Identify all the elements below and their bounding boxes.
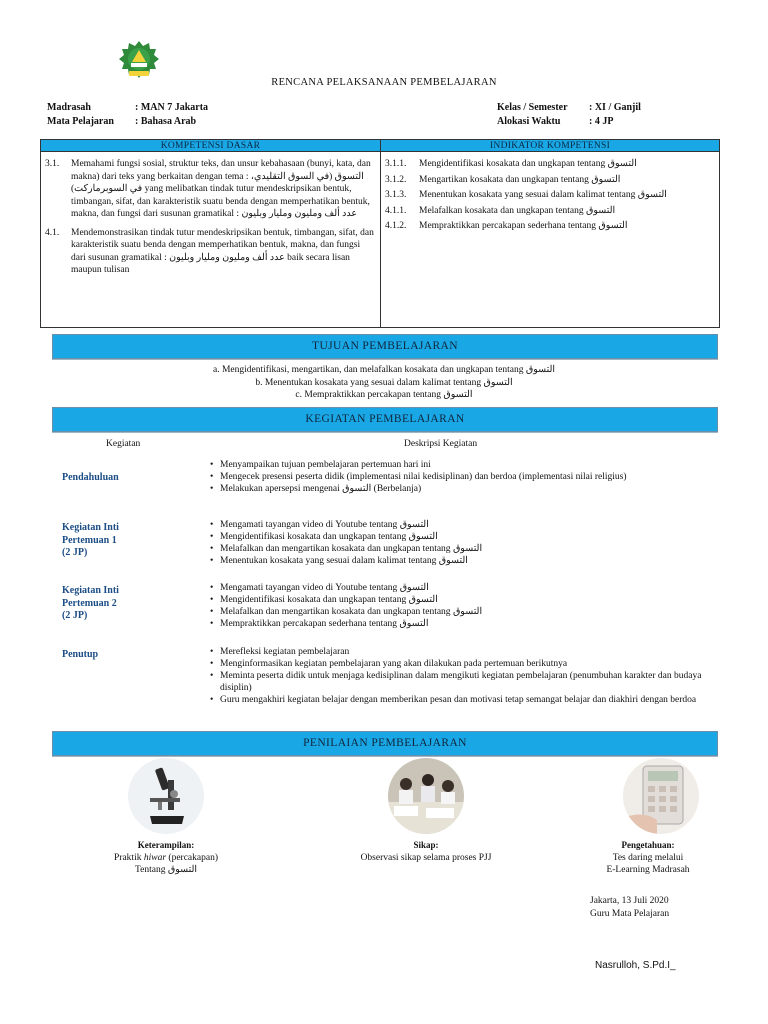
ik-item (385, 220, 715, 233)
ik-header: INDIKATOR KOMPETENSI (381, 140, 720, 152)
signer-role: Guru Mata Pelajaran (590, 909, 670, 919)
activity-item: • Mengamati tayangan video di Youtube tentang التسوق (210, 520, 725, 532)
ik-item (385, 189, 715, 202)
signature-block (590, 895, 669, 921)
keterampilan-label: Keterampilan: (137, 840, 195, 850)
kompetensi-table (40, 139, 720, 328)
microscope-image (128, 758, 204, 834)
activity-item: • Melakukan apersepsi mengenai التسوق (Berbelanja) (210, 484, 725, 496)
alokasi-value: : 4 JP (589, 116, 614, 127)
ik-number: 3.1.3. (385, 190, 407, 200)
info-left (47, 101, 208, 129)
ik-number: 4.1.2. (385, 221, 407, 231)
activity-item: • Mempraktikkan percakapan sederhana tentang التسوق (210, 619, 725, 631)
col-deskripsi: Deskripsi Kegiatan (404, 439, 478, 449)
col-kegiatan: Kegiatan (106, 439, 141, 449)
phase-name: Penutup (62, 649, 99, 660)
activity-item: • Mengecek presensi peserta didik (implementasi nilai kedisiplinan) dan berdoa (implementasi nilai religius) (210, 472, 725, 484)
classroom-image (388, 758, 464, 834)
kd-list (45, 158, 376, 277)
mapel-value: : Bahasa Arab (135, 116, 197, 127)
activity-item: • Guru mengakhiri kegiatan belajar dengan memberikan pesan dan motivasi tetap semangat belajar dan diakhiri dengan berdoa (210, 695, 725, 707)
keterampilan-text-2: Tentang التسوق (135, 865, 197, 875)
ik-list (385, 158, 715, 233)
keterampilan-caption (86, 839, 246, 876)
kelas-value: : XI / Ganjil (589, 102, 641, 113)
phase-name: Kegiatan Inti Pertemuan 2 (2 JP) (62, 585, 119, 621)
activity-item: • Merefleksi kegiatan pembelajaran (210, 647, 725, 659)
pengetahuan-caption (568, 839, 728, 876)
kegiatan-banner: KEGIATAN PEMBELAJARAN (52, 407, 718, 432)
ik-item (385, 205, 715, 218)
activity-item: • Melafalkan dan mengartikan kosakata dan ungkapan tentang التسوق (210, 607, 725, 619)
ik-text: Menentukan kosakata yang sesuai dalam kalimat tentang التسوق (419, 190, 667, 200)
keterampilan-text-italic: hiwar (143, 853, 167, 863)
activity-item: • Menentukan kosakata yang sesuai dalam kalimat tentang التسوق (210, 556, 725, 568)
phase-name: Pendahuluan (62, 472, 119, 483)
calculator-image (623, 758, 699, 834)
madrasah-value: : MAN 7 Jakarta (135, 102, 209, 113)
activity-item: • Mengamati tayangan video di Youtube tentang التسوق (210, 583, 725, 595)
kd-cell (41, 152, 381, 328)
ik-number: 3.1.1. (385, 159, 407, 169)
ik-number: 4.1.1. (385, 205, 407, 216)
sikap-caption (316, 839, 536, 864)
madrasah-label: Madrasah (47, 102, 91, 113)
alokasi-label: Alokasi Waktu (497, 116, 561, 127)
kd-number: 4.1. (45, 227, 60, 238)
activity-item: • Meminta peserta didik untuk menjaga kedisiplinan dalam mengikuti kegiatan pembelajaran (penumbuhan karakter dan budaya disiplin) (210, 671, 725, 694)
ik-text: Mengidentifikasi kosakata dan ungkapan tentang التسوق (419, 159, 637, 169)
phase-name: Kegiatan Inti Pertemuan 1 (2 JP) (62, 522, 119, 558)
kd-item (45, 158, 376, 221)
info-right (497, 101, 641, 129)
place-date: Jakarta, 13 Juli 2020 (590, 896, 669, 906)
pengetahuan-text-1: Tes daring melalui (612, 853, 684, 863)
kd-number: 3.1. (45, 159, 60, 169)
ik-text: Melafalkan kosakata dan ungkapan tentang التسوق (419, 205, 616, 216)
phase-activity-list (210, 520, 725, 568)
ik-text: Mempraktikkan percakapan sederhana tentang التسوق (419, 221, 628, 231)
kd-item (45, 227, 376, 277)
activity-item: • Menginformasikan kegiatan pembelajaran yang akan dilakukan pada pertemuan berikutnya (210, 659, 725, 671)
activity-item: • Melafalkan dan mengartikan kosakata dan ungkapan tentang التسوق (210, 544, 725, 556)
sikap-label: Sikap: (413, 840, 439, 850)
sikap-text: Observasi sikap selama proses PJJ (360, 853, 492, 863)
kd-text: Mendemonstrasikan tindak tutur mendeskripsikan bentuk, timbangan, sifat, dan karakteristik suatu benda dengan memperhatikan bentuk, makna, dan fungsi dari susunan gramatikal : عدد ألف ومليون ومليار وبليون baik secara lisan maupun tulisan (71, 227, 374, 275)
tujuan-list (0, 364, 768, 402)
kelas-label: Kelas / Semester (497, 102, 568, 113)
ik-item (385, 158, 715, 171)
tujuan-item: b. Menentukan kosakata yang sesuai dalam kalimat tentang التسوق (255, 377, 513, 388)
document-title: RENCANA PELAKSANAAN PEMBELAJARAN (271, 77, 497, 88)
activity-item: • Menyampaikan tujuan pembelajaran pertemuan hari ini (210, 460, 725, 472)
tujuan-item: a. Mengidentifikasi, mengartikan, dan melafalkan kosakata dan ungkapan tentang التسوق (212, 365, 556, 375)
mapel-label: Mata Pelajaran (47, 116, 114, 127)
penilaian-banner: PENILAIAN PEMBELAJARAN (52, 731, 718, 756)
tujuan-item: c. Mempraktikkan percakapan tentang التسوق (295, 390, 473, 400)
pengetahuan-text-2: E-Learning Madrasah (606, 865, 690, 875)
kd-header: KOMPETENSI DASAR (41, 140, 381, 152)
pengetahuan-label: Pengetahuan: (621, 840, 675, 850)
tujuan-banner: TUJUAN PEMBELAJARAN (52, 334, 718, 359)
activity-item: • Mengidentifikasi kosakata dan ungkapan tentang التسوق (210, 532, 725, 544)
ik-number: 3.1.2. (385, 174, 407, 185)
activity-item: • Mengidentifikasi kosakata dan ungkapan tentang التسوق (210, 595, 725, 607)
kemenag-logo (118, 40, 160, 82)
ik-cell (381, 152, 720, 328)
keterampilan-text-post: (percakapan) (166, 853, 218, 863)
signer-name: Nasrulloh, S.Pd.I_ (595, 960, 676, 971)
phase-activity-list (210, 460, 725, 496)
ik-item (385, 174, 715, 187)
phase-activity-list (210, 647, 725, 707)
phase-activity-list (210, 583, 725, 631)
kd-text: Memahami fungsi sosial, struktur teks, dan unsur kebahasaan (bunyi, kata, dan makna) dari teks yang berkaitan dengan tema : التسوق (في السوق التقليدي، في السوبرماركت) yang melibatkan tindak tutur mendeskripsikan bentuk, timbangan, sifat, dan karakteristik suatu benda dengan memperhatikan bentuk, makna, dan fungsi dari susunan gramatikal : عدد ألف ومليون ومليار وبليون (71, 159, 371, 219)
keterampilan-text-pre: Praktik (114, 853, 144, 863)
ik-text: Mengartikan kosakata dan ungkapan tentang التسوق (419, 174, 621, 185)
